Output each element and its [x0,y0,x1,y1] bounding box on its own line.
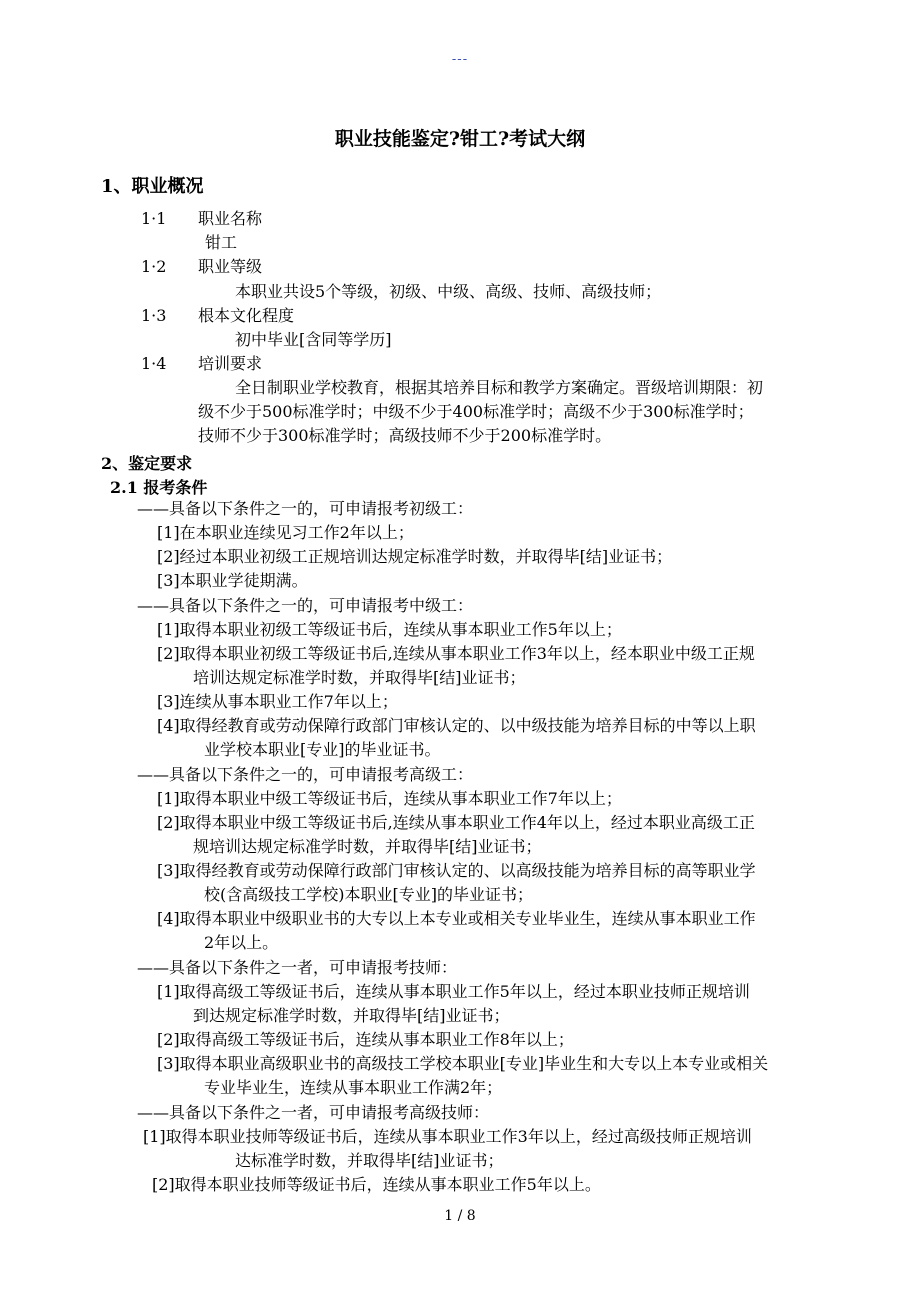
condition-item-continuation: 到达规定标准学时数，并取得毕[结]业证书； [193,1006,510,1025]
item-1-1-label: 职业名称 [198,209,263,228]
condition-item-continuation: 专业毕业生，连续从事本职业工作满2年； [204,1078,503,1097]
item-1-3-number: 1·3 [141,306,167,325]
group-intro-junior: ——具备以下条件之一的，可申请报考初级工： [137,499,474,518]
condition-item-continuation: 业学校本职业[专业]的毕业证书。 [204,740,441,759]
condition-item: [4]取得本职业中级职业书的大专以上本专业或相关专业毕业生，连续从事本职业工作 [157,909,756,928]
condition-item-continuation: 校(含高级技工学校)本职业[专业]的毕业证书； [204,885,533,904]
page-number: 1 / 8 [444,1208,476,1224]
condition-item: [2]取得本职业中级工等级证书后,连续从事本职业工作4年以上，经过本职业高级工正 [157,813,755,832]
condition-item: [3]连续从事本职业工作7年以上； [157,692,398,711]
condition-item-continuation: 2年以上。 [204,933,279,952]
item-1-4-label: 培训要求 [198,354,263,373]
item-1-2-number: 1·2 [141,257,167,276]
item-1-4-content-line: 全日制职业学校教育，根据其培养目标和教学方案确定。晋级培训期限：初 [235,378,764,397]
group-intro-intermediate: ——具备以下条件之一的，可申请报考中级工： [137,596,474,615]
condition-item: [1]取得本职业中级工等级证书后，连续从事本职业工作7年以上； [157,789,622,808]
condition-item: [2]经过本职业初级工正规培训达规定标准学时数，并取得毕[结]业证书； [157,547,673,566]
item-1-1-number: 1·1 [141,209,167,228]
section-2-1-heading: 2.1 报考条件 [110,478,208,497]
item-1-4-number: 1·4 [141,354,167,373]
group-intro-technician: ——具备以下条件之一者，可申请报考技师： [137,958,458,977]
condition-item: [3]取得本职业高级职业书的高级技工学校本职业[专业]毕业生和大专以上本专业或相关 [157,1054,769,1073]
condition-item: [1]在本职业连续见习工作2年以上； [157,523,414,542]
item-1-2-content: 本职业共设5个等级，初级、中级、高级、技师、高级技师； [235,282,662,301]
section-2-heading: 2、鉴定要求 [101,454,193,473]
item-1-4-content-line: 技师不少于300标准学时；高级技师不少于200标准学时。 [198,426,612,445]
section-1-heading: 1、职业概况 [101,176,204,197]
item-1-1-content: 钳工 [205,233,238,252]
item-1-4-content-line: 级不少于500标准学时；中级不少于400标准学时；高级不少于300标准学时； [198,402,754,421]
condition-item: [4]取得经教育或劳动保障行政部门审核认定的、以中级技能为培养目标的中等以上职 [157,716,756,735]
group-intro-senior-technician: ——具备以下条件之一者，可申请报考高级技师： [137,1103,490,1122]
condition-item: [2]取得本职业技师等级证书后，连续从事本职业工作5年以上。 [152,1175,601,1194]
condition-item: [1]取得本职业初级工等级证书后，连续从事本职业工作5年以上； [157,620,622,639]
condition-item: [1]取得本职业技师等级证书后，连续从事本职业工作3年以上，经过高级技师正规培训 [143,1127,752,1146]
condition-item-continuation: 培训达规定标准学时数，并取得毕[结]业证书； [193,668,526,687]
condition-item-continuation: 规培训达规定标准学时数，并取得毕[结]业证书； [193,837,542,856]
page-header-marker: --- [451,52,469,67]
condition-item: [1]取得高级工等级证书后，连续从事本职业工作5年以上，经过本职业技师正规培训 [157,982,750,1001]
document-title: 职业技能鉴定?钳工?考试大纲 [334,128,586,150]
condition-item: [3]取得经教育或劳动保障行政部门审核认定的、以高级技能为培养目标的高等职业学 [157,861,756,880]
condition-item: [3]本职业学徒期满。 [157,571,308,590]
condition-item: [2]取得高级工等级证书后，连续从事本职业工作8年以上； [157,1030,574,1049]
condition-item: [2]取得本职业初级工等级证书后,连续从事本职业工作3年以上，经本职业中级工正规 [157,644,755,663]
group-intro-senior: ——具备以下条件之一的，可申请报考高级工： [137,765,474,784]
item-1-3-label: 根本文化程度 [198,306,295,325]
item-1-3-content: 初中毕业[含同等学历] [235,330,392,349]
condition-item-continuation: 达标准学时数，并取得毕[结]业证书； [235,1151,504,1170]
item-1-2-label: 职业等级 [198,257,263,276]
